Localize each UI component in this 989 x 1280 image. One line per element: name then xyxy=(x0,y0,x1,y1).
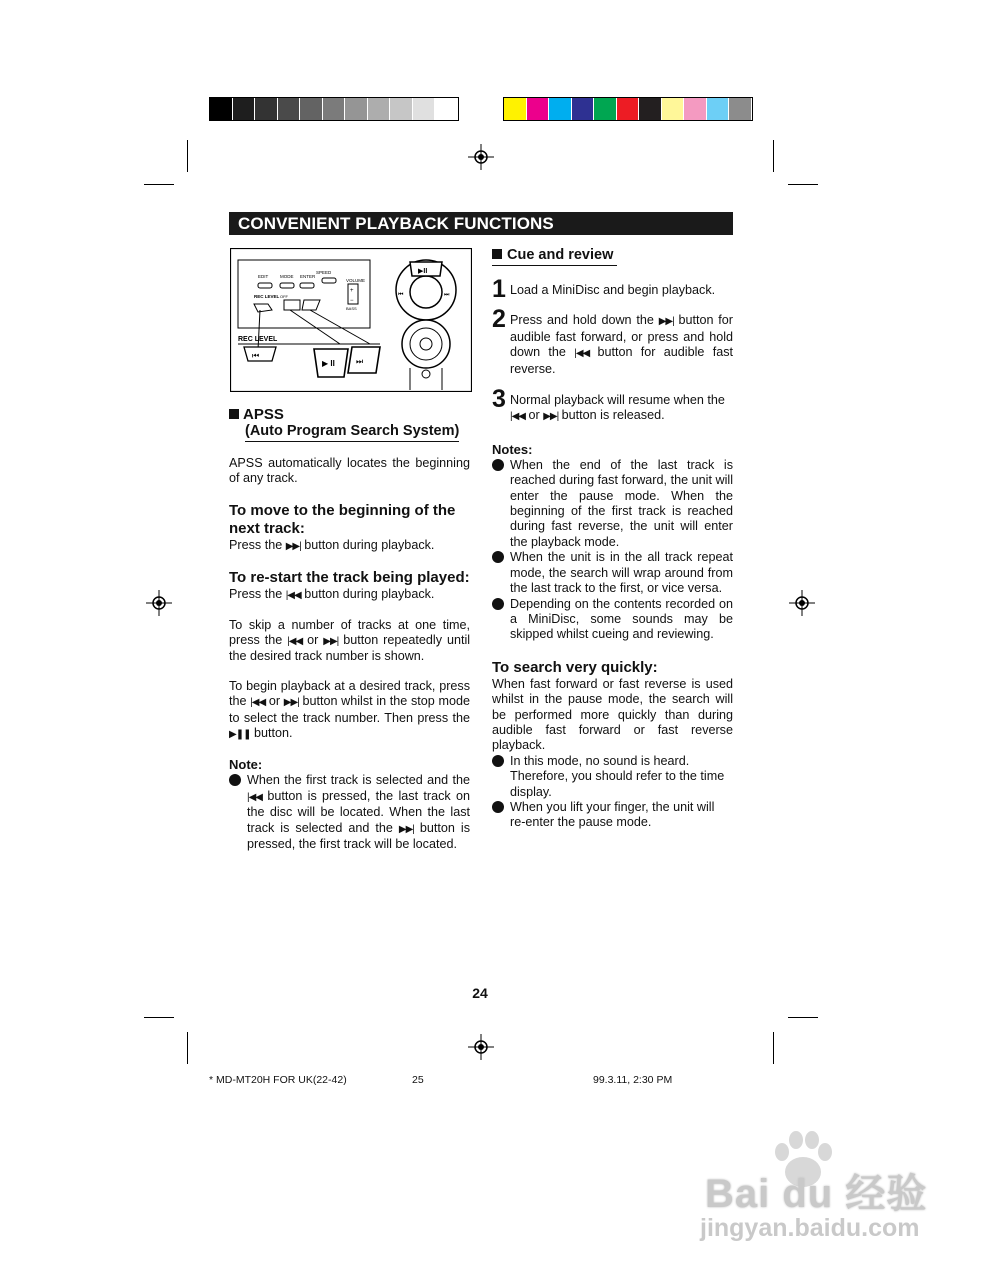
gray-swatch-8 xyxy=(390,98,413,120)
gray-swatch-7 xyxy=(368,98,391,120)
crop-mark xyxy=(144,184,174,185)
color-calibration-bar xyxy=(503,97,753,121)
crop-mark xyxy=(773,1032,774,1064)
section-header xyxy=(229,212,733,235)
footer-right: 99.3.11, 2:30 PM xyxy=(593,1074,673,1086)
quick-heading: To search very quickly: xyxy=(492,658,658,676)
diagram-next-button: ⏭ xyxy=(356,357,364,366)
bullet-dot-icon xyxy=(492,755,504,767)
device-diagram xyxy=(230,248,472,392)
note-bullet: When the first track is selected and the |◀◀ button is pressed, the last track on the disc will be located. When the last track is selected and the ▶▶| button is pressed, the first track will be located. xyxy=(229,773,470,852)
bullet-dot-icon xyxy=(492,598,504,610)
begin-paragraph: To begin playback at a desired track, press the |◀◀ or ▶▶| button whilst in the stop mode to select the track number. Then press the ▶❚❚ button. xyxy=(229,679,470,743)
color-swatch-3 xyxy=(572,98,595,120)
restart-text: Press the |◀◀ button during playback. xyxy=(229,587,470,603)
grayscale-calibration-bar xyxy=(209,97,459,121)
gray-swatch-9 xyxy=(413,98,436,120)
diagram-label-edit: EDIT xyxy=(258,274,269,279)
gray-swatch-2 xyxy=(255,98,278,120)
move-text: Press the ▶▶| button during playback. xyxy=(229,538,470,554)
footer-left: * MD-MT20H FOR UK(22-42) xyxy=(209,1074,347,1086)
color-swatch-6 xyxy=(639,98,662,120)
gray-swatch-1 xyxy=(233,98,256,120)
color-swatch-1 xyxy=(527,98,550,120)
next-icon: ▶▶| xyxy=(398,823,414,835)
svg-text:⏮: ⏮ xyxy=(398,292,404,298)
registration-mark-right xyxy=(789,590,815,616)
note-item: When the end of the last track is reached during fast forward, the unit will enter the pause mode. When the beginning of the first track is reached during fast reverse, the unit will enter the playback mode. xyxy=(492,458,733,550)
diagram-label-rec-level-small: REC LEVEL xyxy=(254,294,280,299)
quick-text: When fast forward or fast reverse is used whilst in the pause mode, the search will be performed more quickly than during audible fast forward or fast reverse playback. xyxy=(492,676,733,753)
crop-mark xyxy=(187,1032,188,1064)
gray-swatch-4 xyxy=(300,98,323,120)
gray-swatch-6 xyxy=(345,98,368,120)
diagram-label-mode: MODE xyxy=(280,274,294,279)
crop-mark xyxy=(788,1017,818,1018)
diagram-label-enter: ENTER xyxy=(300,274,316,279)
step-3: 3 Normal playback will resume when the |◀◀ or ▶▶| button is released. xyxy=(492,393,733,425)
prev-icon: |◀◀ xyxy=(285,590,301,602)
crop-mark xyxy=(788,184,818,185)
notes-heading: Notes: xyxy=(492,441,533,457)
cue-review-heading xyxy=(492,247,733,266)
watermark-brand: Bai du 经验 xyxy=(705,1172,928,1216)
quick-bullet: When you lift your finger, the unit will re-enter the pause mode. xyxy=(492,800,733,831)
color-swatch-0 xyxy=(504,98,527,120)
color-swatch-8 xyxy=(684,98,707,120)
color-swatch-5 xyxy=(617,98,640,120)
diagram-label-off: OFF xyxy=(280,294,288,299)
gray-swatch-5 xyxy=(323,98,346,120)
prev-icon: |◀◀ xyxy=(510,411,525,423)
step-1: 1 Load a MiniDisc and begin playback. xyxy=(492,275,716,303)
next-icon: ▶▶| xyxy=(285,540,301,552)
diagram-label-bass: BASS xyxy=(346,306,357,311)
square-bullet-icon xyxy=(492,249,502,259)
next-icon: ▶▶| xyxy=(283,697,299,709)
restart-heading: To re-start the track being played: xyxy=(229,569,470,587)
note-item: When the unit is in the all track repeat mode, the search will wrap around from the last track to the first, or vice versa. xyxy=(492,550,733,596)
prev-icon: |◀◀ xyxy=(287,636,303,648)
cue-review-title: Cue and review xyxy=(507,247,614,263)
gray-swatch-3 xyxy=(278,98,301,120)
next-icon: ▶▶| xyxy=(323,636,339,648)
diagram-prev-button: ⏮ xyxy=(252,351,260,360)
registration-mark-top xyxy=(468,144,494,170)
color-swatch-7 xyxy=(662,98,685,120)
quick-bullet: In this mode, no sound is heard. Therefore, you should refer to the time display. xyxy=(492,754,733,800)
footer-center: 25 xyxy=(412,1074,424,1086)
registration-mark-bottom xyxy=(468,1034,494,1060)
prev-icon: |◀◀ xyxy=(250,697,266,709)
step-2: 2 Press and hold down the ▶▶| button for audible fast forward, or press and hold down the |◀◀ button for audible fast reverse. xyxy=(492,305,734,376)
registration-mark-left xyxy=(146,590,172,616)
color-swatch-9 xyxy=(707,98,730,120)
right-column xyxy=(492,247,733,831)
gray-swatch-0 xyxy=(210,98,233,120)
diagram-playpause-button: ▶ II xyxy=(322,359,335,368)
move-heading: To move to the beginning of the next track: xyxy=(229,501,456,537)
next-icon: ▶▶| xyxy=(658,316,674,328)
apss-subtitle: (Auto Program Search System) xyxy=(245,423,459,442)
left-column xyxy=(229,406,470,853)
crop-mark xyxy=(773,140,774,172)
bullet-dot-icon xyxy=(229,774,241,786)
apss-title: APSS xyxy=(243,406,284,423)
square-bullet-icon xyxy=(229,409,239,419)
next-icon: ▶▶| xyxy=(543,411,559,423)
apss-intro: APSS automatically locates the beginning of any track. xyxy=(229,456,470,486)
note-heading: Note: xyxy=(229,757,263,773)
skip-paragraph: To skip a number of tracks at one time, press the |◀◀ or ▶▶| button repeatedly until the desired track number is shown. xyxy=(229,617,471,664)
page-number: 24 xyxy=(472,985,488,1001)
apss-heading xyxy=(229,406,470,423)
bullet-dot-icon xyxy=(492,459,504,471)
watermark-url: jingyan.baidu.com xyxy=(700,1214,920,1242)
prev-icon: |◀◀ xyxy=(247,791,262,803)
bullet-dot-icon xyxy=(492,801,504,813)
svg-text:+: + xyxy=(350,288,354,294)
svg-text:⏭: ⏭ xyxy=(444,292,450,298)
section-title: CONVENIENT PLAYBACK FUNCTIONS xyxy=(238,214,554,233)
bullet-dot-icon xyxy=(492,551,504,563)
color-swatch-10 xyxy=(729,98,752,120)
diagram-label-volume: VOLUME xyxy=(346,278,366,283)
prev-icon: |◀◀ xyxy=(574,348,590,360)
crop-mark xyxy=(187,140,188,172)
note-item: Depending on the contents recorded on a MiniDisc, some sounds may be skipped whilst cueing and reviewing. xyxy=(492,597,733,643)
color-swatch-2 xyxy=(549,98,572,120)
color-swatch-4 xyxy=(594,98,617,120)
gray-swatch-10 xyxy=(435,98,458,120)
svg-text:▶II: ▶II xyxy=(418,268,428,275)
diagram-rec-level-label: REC LEVEL xyxy=(238,336,278,343)
play-pause-icon: ▶❚❚ xyxy=(229,729,251,741)
svg-text:−: − xyxy=(350,298,354,304)
diagram-label-speed: SPEED xyxy=(316,270,332,275)
crop-mark xyxy=(144,1017,174,1018)
